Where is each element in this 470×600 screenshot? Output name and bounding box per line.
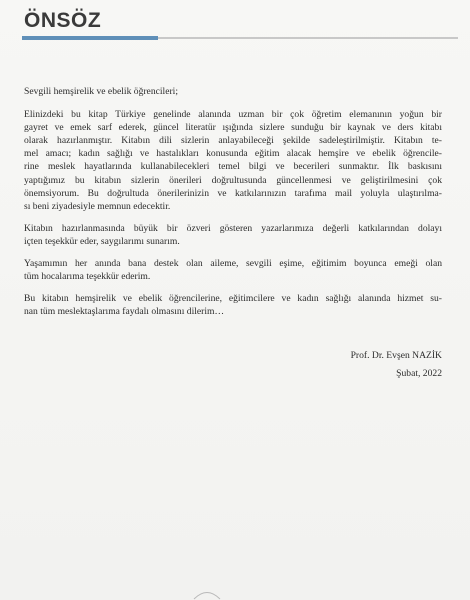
paragraph-4 bbox=[24, 292, 442, 318]
page-title: ÖNSÖZ bbox=[24, 9, 102, 32]
text-line: Yaşamımın her anında bana destek olan aileme, sevgili eşime, eğitimim boyunca emeği olan bbox=[24, 258, 442, 270]
text-line: olarak hazırlanmıştır. Kitabın dili sizlerin anlayabileceği şekilde sadeleştirilmiştir. Kitabın te- bbox=[24, 135, 442, 147]
text-line: rine meslek hayatlarında kullanabilecekleri temel bilgi ve becerileri sunmaktır. İlk baskısını bbox=[24, 161, 442, 173]
text-line: mel amacı; kadın sağlığı ve hastalıkları konusunda eğitim alacak hemşire ve ebelik öğrencile- bbox=[24, 148, 442, 160]
preface-body bbox=[24, 85, 442, 318]
text-line: sı beni ziyadesiyle memnun edecektir. bbox=[24, 200, 171, 212]
text-line: yaptığımız bu kitabın sizlerin önerileri doğrultusunda güncellenmesi ve geliştirilmesini çok bbox=[24, 174, 442, 186]
greeting: Sevgili hemşirelik ve ebelik öğrencileri; bbox=[24, 86, 178, 97]
title-accent-rule bbox=[22, 36, 158, 40]
author-name: Prof. Dr. Evşen NAZİK bbox=[350, 350, 442, 361]
signature-block bbox=[351, 347, 442, 383]
text-line: Elinizdeki bu kitap Türkiye genelinde alanında uzman bir çok öğretim elemanının yoğun bir bbox=[24, 109, 442, 121]
text-line: gayret ve emek sarf ederek, güncel literatür ışığında sizlere sunduğu bir kaynak ve ders kitabı bbox=[24, 122, 442, 134]
paragraph-1 bbox=[24, 108, 442, 213]
text-line: nan tüm meslektaşlarıma faydalı olmasını dilerim… bbox=[24, 306, 225, 318]
page-edge-mark bbox=[192, 586, 222, 600]
paragraph-3 bbox=[24, 257, 442, 283]
text-line: içten teşekkür eder, saygılarımı sunarım. bbox=[24, 235, 180, 247]
text-line: Bu kitabın hemşirelik ve ebelik öğrencilerine, eğitimcilere ve kadın sağlığı alanında hizmet su- bbox=[24, 293, 442, 305]
text-line: tüm hocalarıma teşekkür ederim. bbox=[24, 271, 151, 283]
paragraph-2 bbox=[24, 222, 442, 248]
text-line: Kitabın hazırlanmasında büyük bir özveri gösteren yazarlarımıza değerli katkılarından dolayı bbox=[24, 222, 442, 234]
title-divider-rule bbox=[158, 37, 458, 39]
text-line: önemsiyorum. Bu doğrultuda önerilerinizin ve katkılarınızın tarafıma mail yoluyla ulaştırılma- bbox=[24, 187, 442, 199]
signature-date: Şubat, 2022 bbox=[396, 368, 442, 379]
